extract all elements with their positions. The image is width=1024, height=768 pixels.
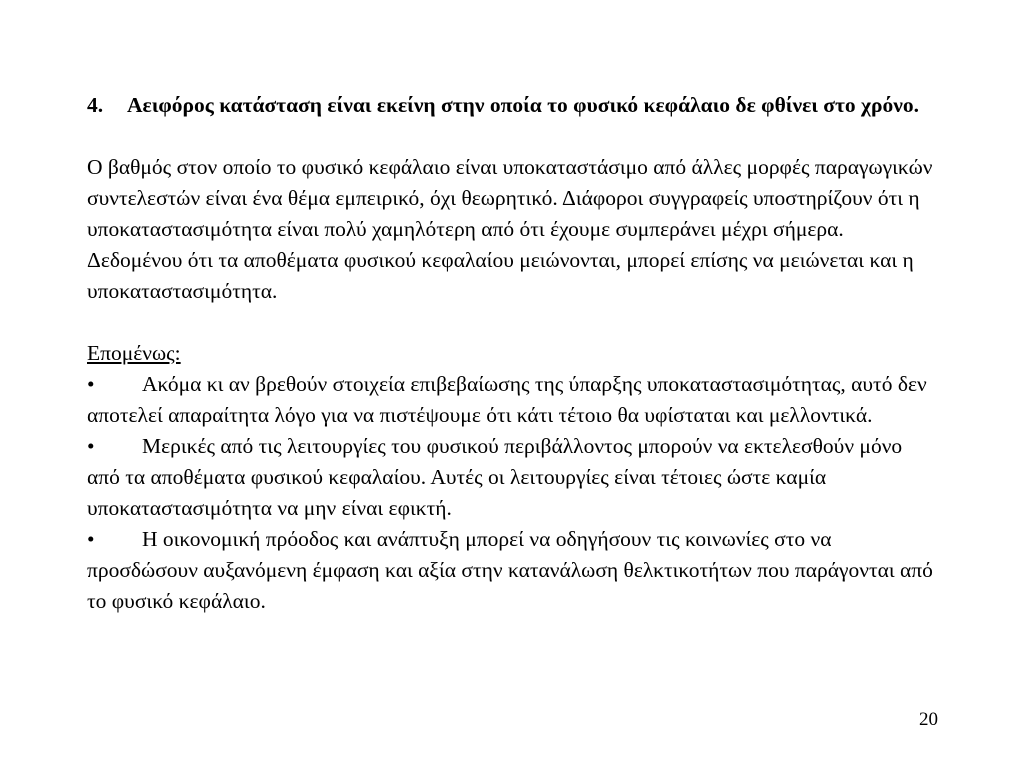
bullet-icon: • [87, 527, 95, 551]
bullet-text: Η οικονομική πρόοδος και ανάπτυξη μπορεί να οδηγήσουν τις κοινωνίες στο να προσδώσουν αυξανόμενη έμφαση και αξία στην κατανάλωση θελκτικοτήτων που παράγονται από το φυσικό κεφάλαιο. [87, 527, 933, 613]
bullet-icon: • [87, 434, 95, 458]
bullet-icon: • [87, 372, 95, 396]
body-paragraph: Ο βαθμός στον οποίο το φυσικό κεφάλαιο είναι υποκαταστάσιμο από άλλες μορφές παραγωγικών συντελεστών είναι ένα θέμα εμπειρικό, όχι θεωρητικό. Διάφοροι συγγραφείς υποστηρίζουν ότι η υποκαταστασιμότητα είναι πολύ χαμηλότερη από ότι έχουμε συμπεράνει μέχρι σήμερα. Δεδομένου ότι τα αποθέματα φυσικού κεφαλαίου μειώνονται, μπορεί επίσης να μειώνεται και η υποκαταστασιμότητα. [87, 155, 933, 303]
slide-content [87, 90, 939, 617]
bullet-item [87, 524, 939, 617]
section-label: Επομένως: [87, 341, 181, 365]
bullet-text: Μερικές από τις λειτουργίες του φυσικού περιβάλλοντος μπορούν να εκτελεσθούν μόνο από τα αποθέματα φυσικού κεφαλαίου. Αυτές οι λειτουργίες είναι τέτοιες ώστε καμία υποκαταστασιμότητα να μην είναι εφικτή. [87, 434, 903, 520]
bullet-item [87, 369, 939, 431]
slide-heading [87, 90, 939, 121]
page-number: 20 [919, 709, 938, 730]
bullet-text: Ακόμα κι αν βρεθούν στοιχεία επιβεβαίωσης της ύπαρξης υποκαταστασιμότητας, αυτό δεν αποτελεί απαραίτητα λόγο για να πιστέψουμε ότι κάτι τέτοιο θα υφίσταται και μελλοντικά. [87, 372, 927, 427]
heading-text: Αειφόρος κατάσταση είναι εκείνη στην οποία το φυσικό κεφάλαιο δε φθίνει στο χρόνο. [127, 93, 919, 117]
bullet-item [87, 431, 939, 524]
heading-number: 4. [87, 93, 104, 117]
